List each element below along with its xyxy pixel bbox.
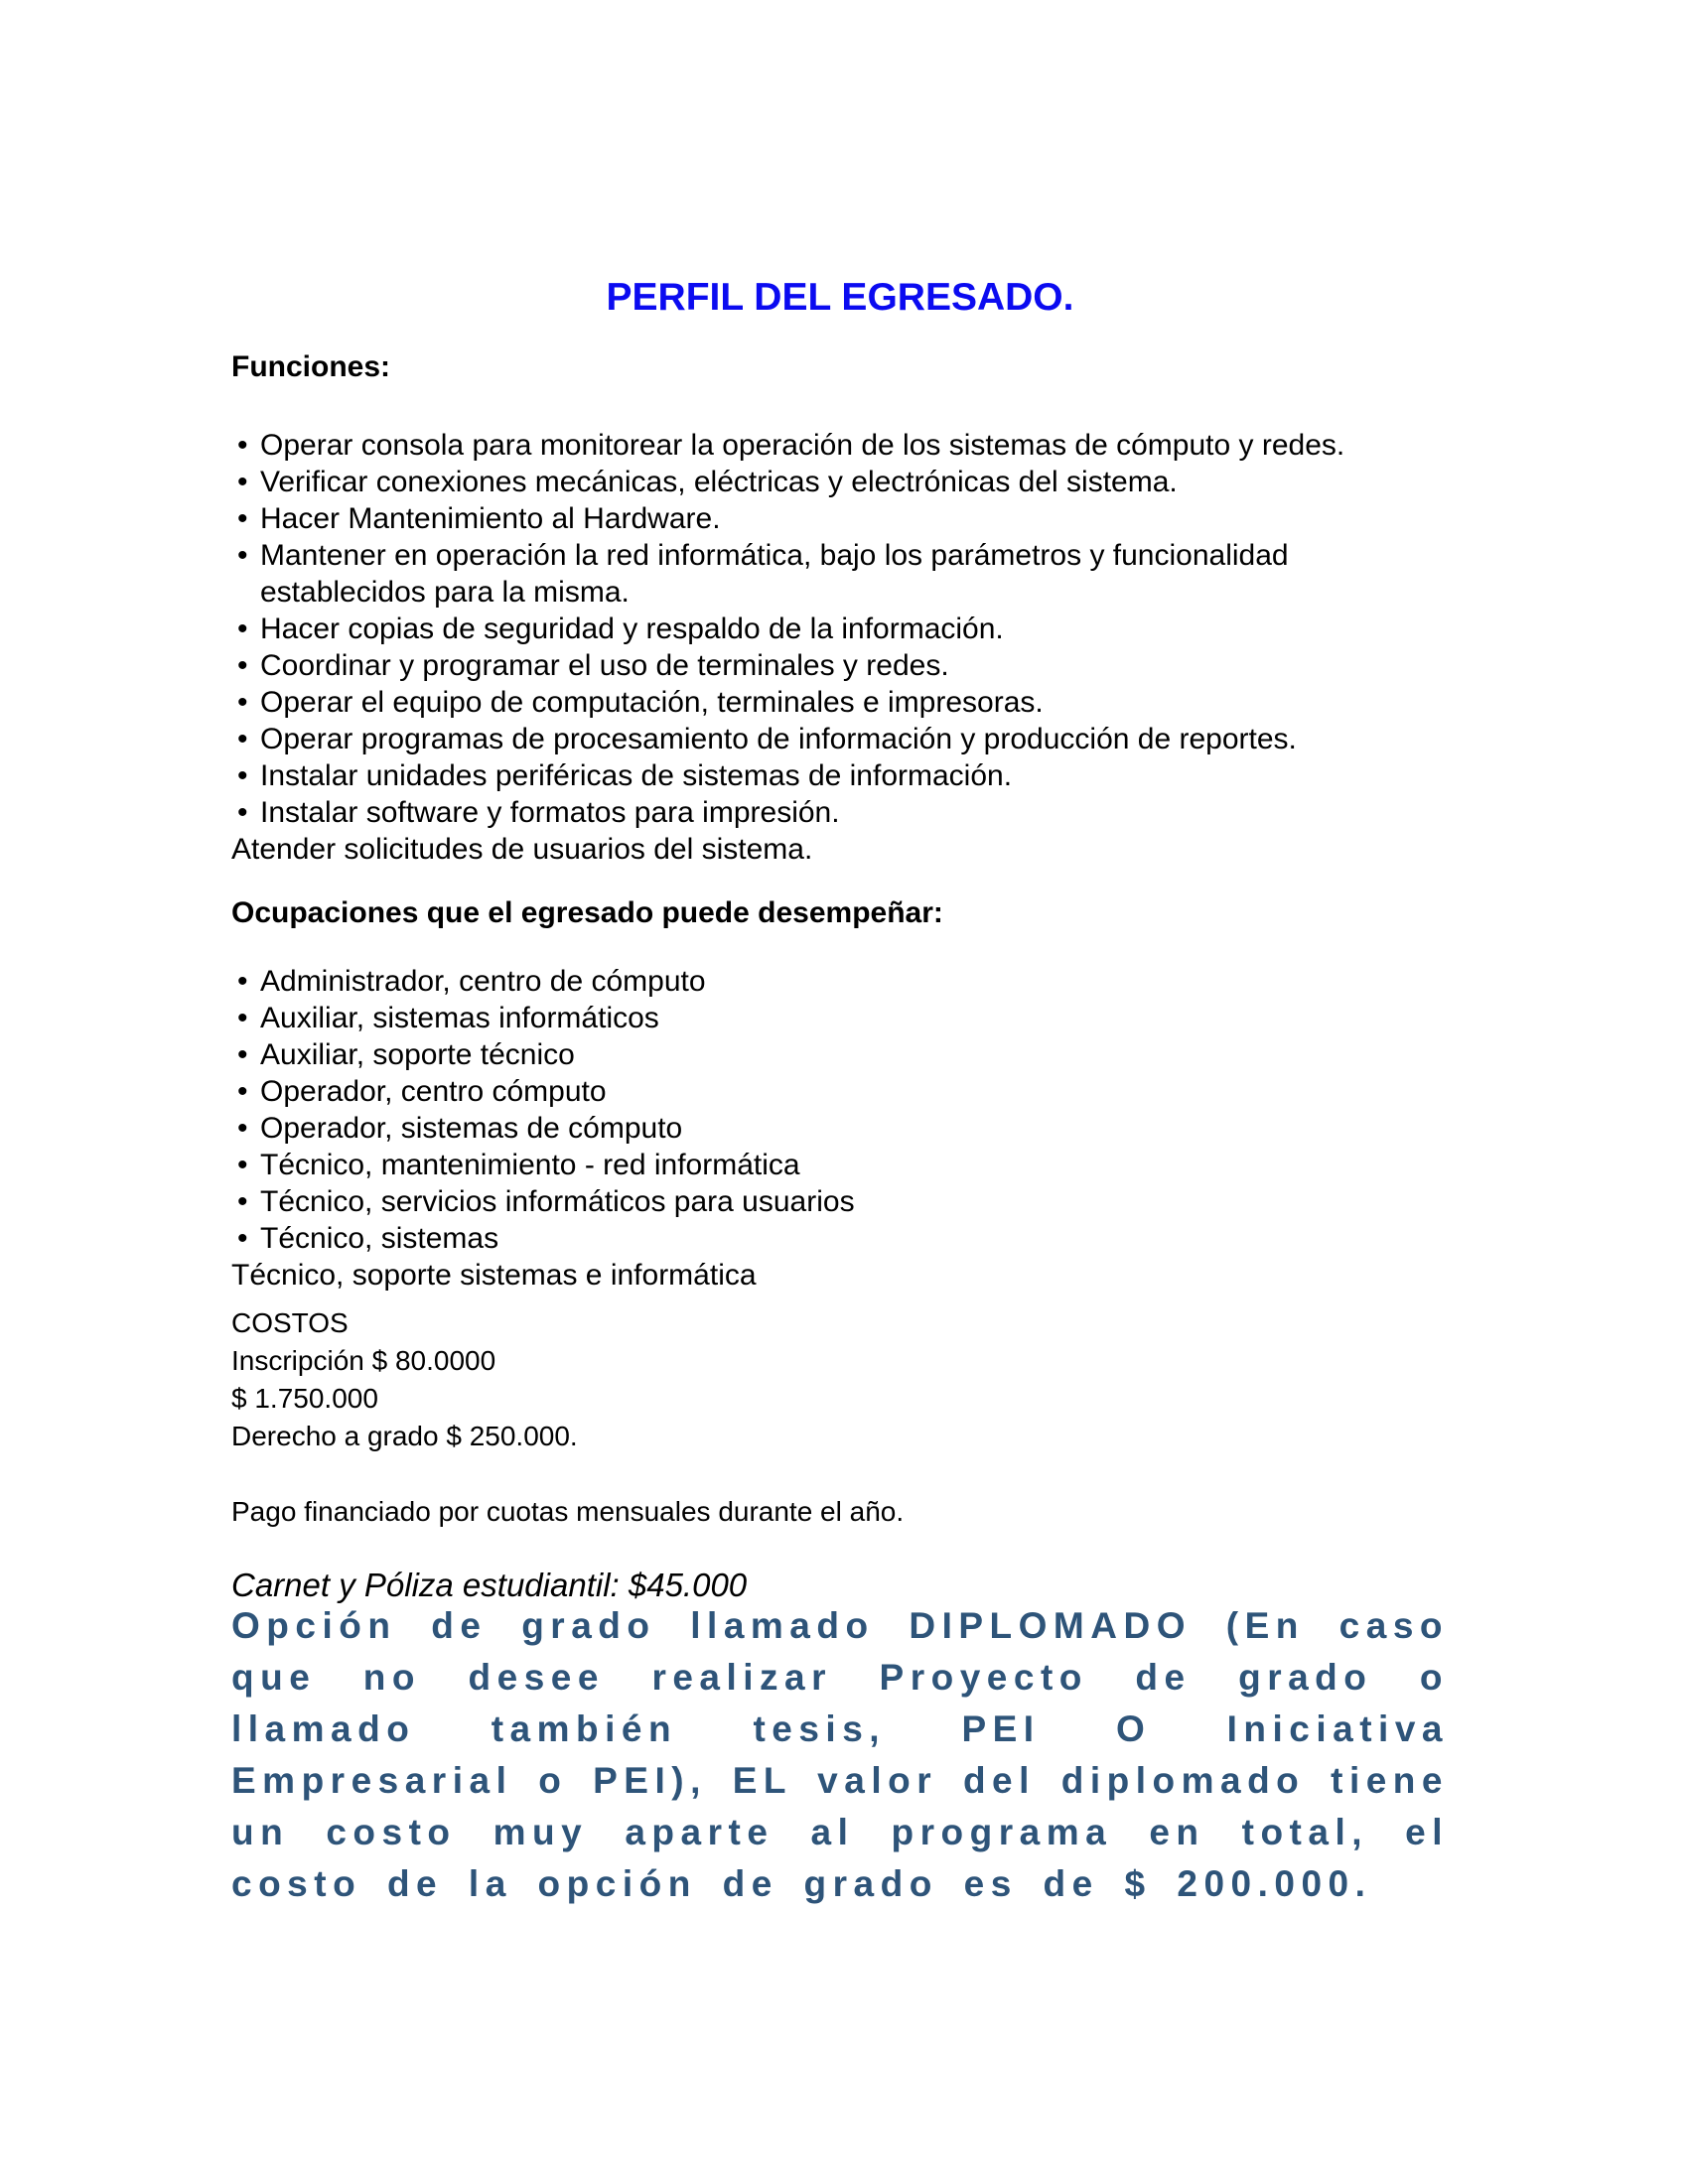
bullet-item: • Instalar unidades periféricas de sistemas de información. <box>231 757 1449 794</box>
bullet-item: • Instalar software y formatos para impresión. <box>231 794 1449 831</box>
funciones-list <box>231 427 1449 868</box>
bullet-item: • Auxiliar, sistemas informáticos <box>231 1000 1449 1036</box>
ocupaciones-list <box>231 963 1449 1294</box>
funciones-trailing-line: Atender solicitudes de usuarios del sistema. <box>231 833 813 866</box>
bullet-item: • Mantener en operación la red informática, bajo los parámetros y funcionalidad establecidos para la misma. <box>231 537 1449 611</box>
pago-financiado-line: Pago financiado por cuotas mensuales durante el año. <box>231 1496 905 1527</box>
bullet-item: • Hacer copias de seguridad y respaldo de la información. <box>231 611 1449 647</box>
diplomado-paragraph: Opción de grado llamado DIPLOMADO (En caso que no desee realizar Proyecto de grado o llamado también tesis, PEI O Iniciativa Empresarial o PEI), EL valor del diplomado tiene un costo muy aparte al programa en total, el costo de la opción de grado es de $ 200.000. <box>231 1605 1449 1904</box>
costos-block <box>231 1304 1449 1455</box>
ocupaciones-heading: Ocupaciones que el egresado puede desempeñar: <box>231 896 943 929</box>
ocupaciones-trailing-line: Técnico, soporte sistemas e informática <box>231 1259 757 1292</box>
funciones-bullet-list <box>231 427 1449 831</box>
ocupaciones-bullet-list <box>231 963 1449 1257</box>
costos-line: COSTOS <box>231 1307 349 1338</box>
bullet-item: • Verificar conexiones mecánicas, eléctricas y electrónicas del sistema. <box>231 464 1449 500</box>
costos-line: Inscripción $ 80.0000 <box>231 1345 496 1376</box>
page-title: PERFIL DEL EGRESADO. <box>606 276 1074 319</box>
bullet-item: • Operar programas de procesamiento de información y producción de reportes. <box>231 721 1449 757</box>
bullet-item: • Auxiliar, soporte técnico <box>231 1036 1449 1073</box>
carnet-poliza-line: Carnet y Póliza estudiantil: $45.000 <box>231 1567 748 1603</box>
bullet-item: • Técnico, mantenimiento - red informática <box>231 1147 1449 1183</box>
funciones-heading: Funciones: <box>231 350 391 383</box>
costos-line: Derecho a grado $ 250.000. <box>231 1421 578 1451</box>
costos-line: $ 1.750.000 <box>231 1383 378 1414</box>
bullet-item: • Operador, sistemas de cómputo <box>231 1110 1449 1147</box>
bullet-item: • Administrador, centro de cómputo <box>231 963 1449 1000</box>
bullet-item: • Operar el equipo de computación, terminales e impresoras. <box>231 684 1449 721</box>
bullet-item: • Coordinar y programar el uso de terminales y redes. <box>231 647 1449 684</box>
bullet-item: • Técnico, sistemas <box>231 1220 1449 1257</box>
bullet-item: • Hacer Mantenimiento al Hardware. <box>231 500 1449 537</box>
bullet-item: • Operar consola para monitorear la operación de los sistemas de cómputo y redes. <box>231 427 1449 464</box>
bullet-item: • Operador, centro cómputo <box>231 1073 1449 1110</box>
bullet-item: • Técnico, servicios informáticos para usuarios <box>231 1183 1449 1220</box>
